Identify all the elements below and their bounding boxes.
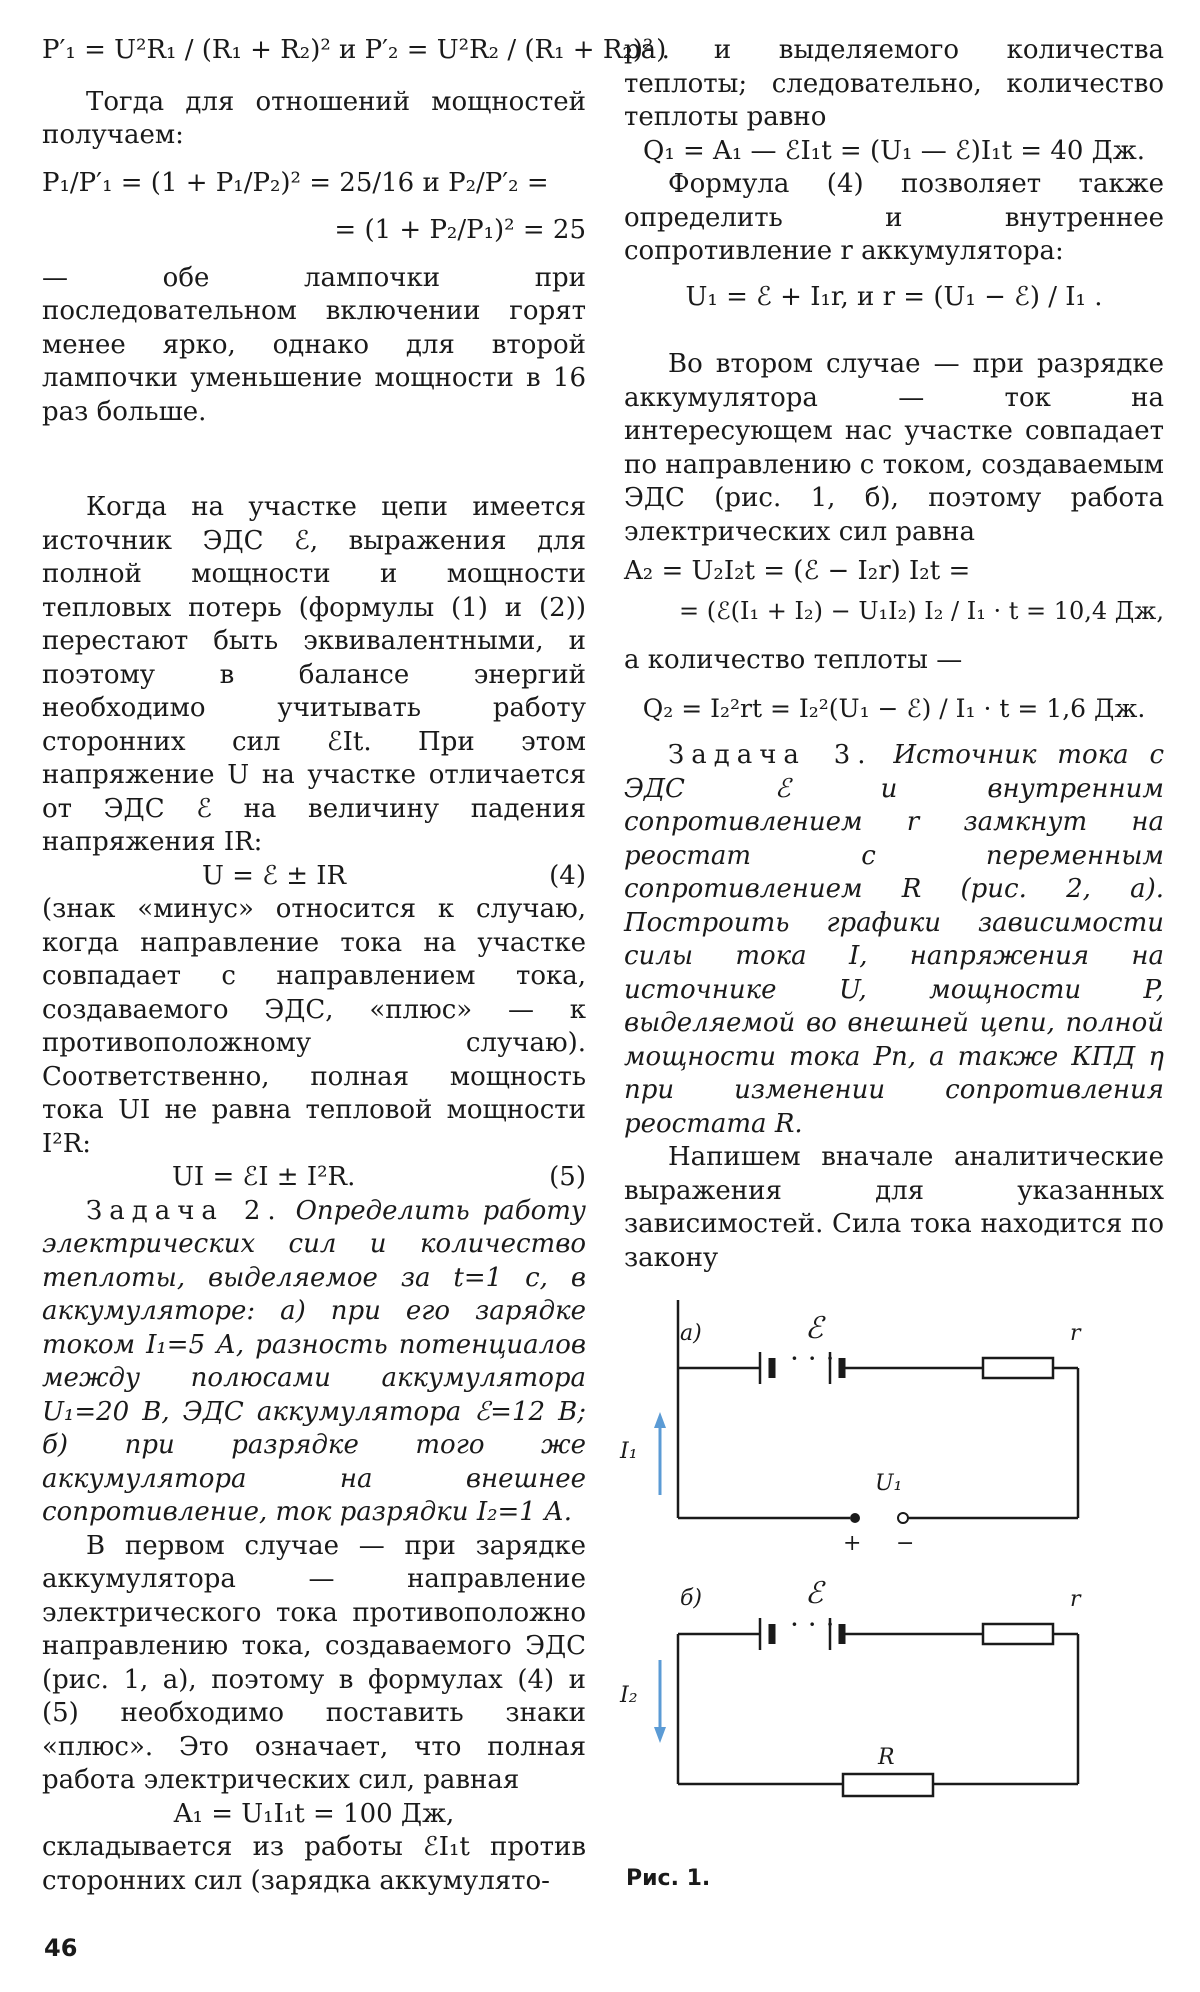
- resistor-r-b: [983, 1624, 1053, 1644]
- current-arrow-I2-head: [654, 1727, 666, 1743]
- equation-5: [42, 1161, 586, 1195]
- paragraph: а количество теплоты —: [624, 645, 963, 675]
- equation-A2-line1: A₂ = U₂I₂t = (ℰ − I₂r) I₂t =: [624, 556, 971, 586]
- paragraph: Напишем вначале аналитические выражения для указанных зависимостей. Сила тока находится по закону: [624, 1142, 1164, 1273]
- paragraph: ра) и выделяемого количества теплоты; следовательно, количество теплоты равно: [624, 35, 1164, 132]
- equation-Q1: Q₁ = A₁ — ℰI₁t = (U₁ — ℰ)I₁t = 40 Дж.: [643, 135, 1145, 166]
- equation-ratio-2: = (1 + P₂/P₁)² = 25: [334, 215, 586, 245]
- terminal-minus-label: −: [896, 1531, 915, 1556]
- paragraph: Во втором случае — при разрядке аккумулятора — ток на интересующем нас участке совпадает по направлению с током, создаваемым ЭДС (рис. 1, б), поэтому работа электрических сил равна: [624, 349, 1164, 547]
- paragraph: (знак «минус» относится к случаю, когда направление тока на участке совпадает с направлением тока, создаваемого ЭДС, «плюс» — к противоположному случаю). Соответственно, полная мощность тока UI не равна тепловой мощности I²R:: [42, 894, 586, 1159]
- task-2-label: Задача 2.: [86, 1195, 283, 1226]
- circuit-figure: [620, 1300, 1190, 1900]
- right-column: [624, 34, 1164, 1275]
- task-3: [624, 739, 1164, 1141]
- equation-A2-line2: = (ℰ(I₁ + I₂) − U₁I₂) I₂ / I₁ · t = 10,4 Дж,: [679, 596, 1164, 625]
- paragraph: Когда на участке цепи имеется источник ЭДС ℰ, выражения для полной мощности и мощности тепловых потерь (формулы (1) и (2)) перестают быть эквивалентными, и поэтому в балансе энергий необходимо учитывать работу сторонних сил ℰIt. При этом напряжение U на участке отличается от ЭДС ℰ на величину падения напряжения IR:: [42, 492, 586, 857]
- equation-4-number: (4): [549, 860, 586, 891]
- paragraph: складывается из работы ℰI₁t против сторонних сил (зарядка аккумулято-: [42, 1832, 586, 1896]
- battery-dots-a: · · ·: [790, 1342, 835, 1375]
- paragraph: — обе лампочки при последовательном включении горят менее ярко, однако для второй лампочки уменьшение мощности в 16 раз больше.: [42, 262, 586, 427]
- voltage-label-U1: U₁: [875, 1471, 903, 1496]
- left-column: [42, 34, 670, 1898]
- resistor-R-label: R: [878, 1745, 895, 1770]
- page-number: 46: [44, 1934, 78, 1962]
- terminal-minus: [898, 1513, 908, 1523]
- resistor-r-label-a: r: [1070, 1321, 1081, 1346]
- equation-4: [42, 860, 586, 894]
- terminal-plus: [850, 1513, 860, 1523]
- terminal-plus-label: +: [843, 1531, 862, 1556]
- emf-symbol-b: ℰ: [805, 1576, 824, 1611]
- task-3-text: Источник тока с ЭДС ℰ и внутренним сопротивлением r замкнут на реостат с переменным сопротивлением R (рис. 2, а). Построить графики зависимости силы тока I, напряжения на источнике U, мощности P, выделяемой во внешней цепи, полной мощности тока Pп, а также КПД η при изменении сопротивления реостата R.: [624, 740, 1165, 1139]
- resistor-r-label-b: r: [1070, 1587, 1081, 1612]
- task-3-label: Задача 3.: [668, 740, 873, 770]
- equation-Q2: Q₂ = I₂²rt = I₂²(U₁ − ℰ) / I₁ · t = 1,6 Дж.: [642, 693, 1146, 723]
- equation-r: U₁ = ℰ + I₁r, и r = (U₁ − ℰ) / I₁ .: [685, 281, 1103, 312]
- equation-A1: A₁ = U₁I₁t = 100 Дж,: [173, 1798, 455, 1829]
- figure-label-b: б): [680, 1586, 703, 1611]
- paragraph: Тогда для отношений мощностей получаем:: [42, 86, 586, 150]
- current-label-I1: I₁: [620, 1439, 638, 1464]
- current-arrow-I1-head: [654, 1412, 666, 1428]
- resistor-R: [843, 1774, 933, 1796]
- current-label-I2: I₂: [620, 1683, 638, 1708]
- task-2: [42, 1195, 586, 1530]
- figure-label-a: а): [680, 1321, 702, 1346]
- equation-ratio-1: P₁/P′₁ = (1 + P₁/P₂)² = 25/16 и P₂/P′₂ =: [42, 167, 549, 198]
- paragraph: Формула (4) позволяет также определить и внутреннее сопротивление r аккумулятора:: [624, 169, 1164, 266]
- paragraph: В первом случае — при зарядке аккумулятора — направление электрического тока противоположно направлению тока, создаваемого ЭДС (рис. 1, а), поэтому в формулах (4) и (5) необходимо поставить знаки «плюс». Это означает, что полная работа электрических сил, равная: [42, 1530, 586, 1795]
- equation-4-body: U = ℰ ± IR: [202, 860, 347, 891]
- equation-5-body: UI = ℰI ± I²R.: [172, 1162, 356, 1192]
- figure-caption: Рис. 1.: [626, 1866, 711, 1891]
- battery-dots-b: · · ·: [790, 1608, 835, 1641]
- task-2-text: Определить работу электрических сил и количество теплоты, выделяемое за t=1 с, в аккумуляторе: а) при его зарядке током I₁=5 А, разность потенциалов между полюсами аккумулятора U₁=20 В, ЭДС аккумулятора ℰ=12 В; б) при разрядке того же аккумулятора на внешнее сопротивление, ток разрядки I₂=1 А.: [42, 1195, 586, 1527]
- resistor-r-a: [983, 1358, 1053, 1378]
- emf-symbol-a: ℰ: [805, 1311, 824, 1346]
- equation-5-number: (5): [549, 1162, 586, 1192]
- equation-power-prime: P′₁ = U²R₁ / (R₁ + R₂)² и P′₂ = U²R₂ / (R₁ + R₂)² .: [42, 35, 670, 65]
